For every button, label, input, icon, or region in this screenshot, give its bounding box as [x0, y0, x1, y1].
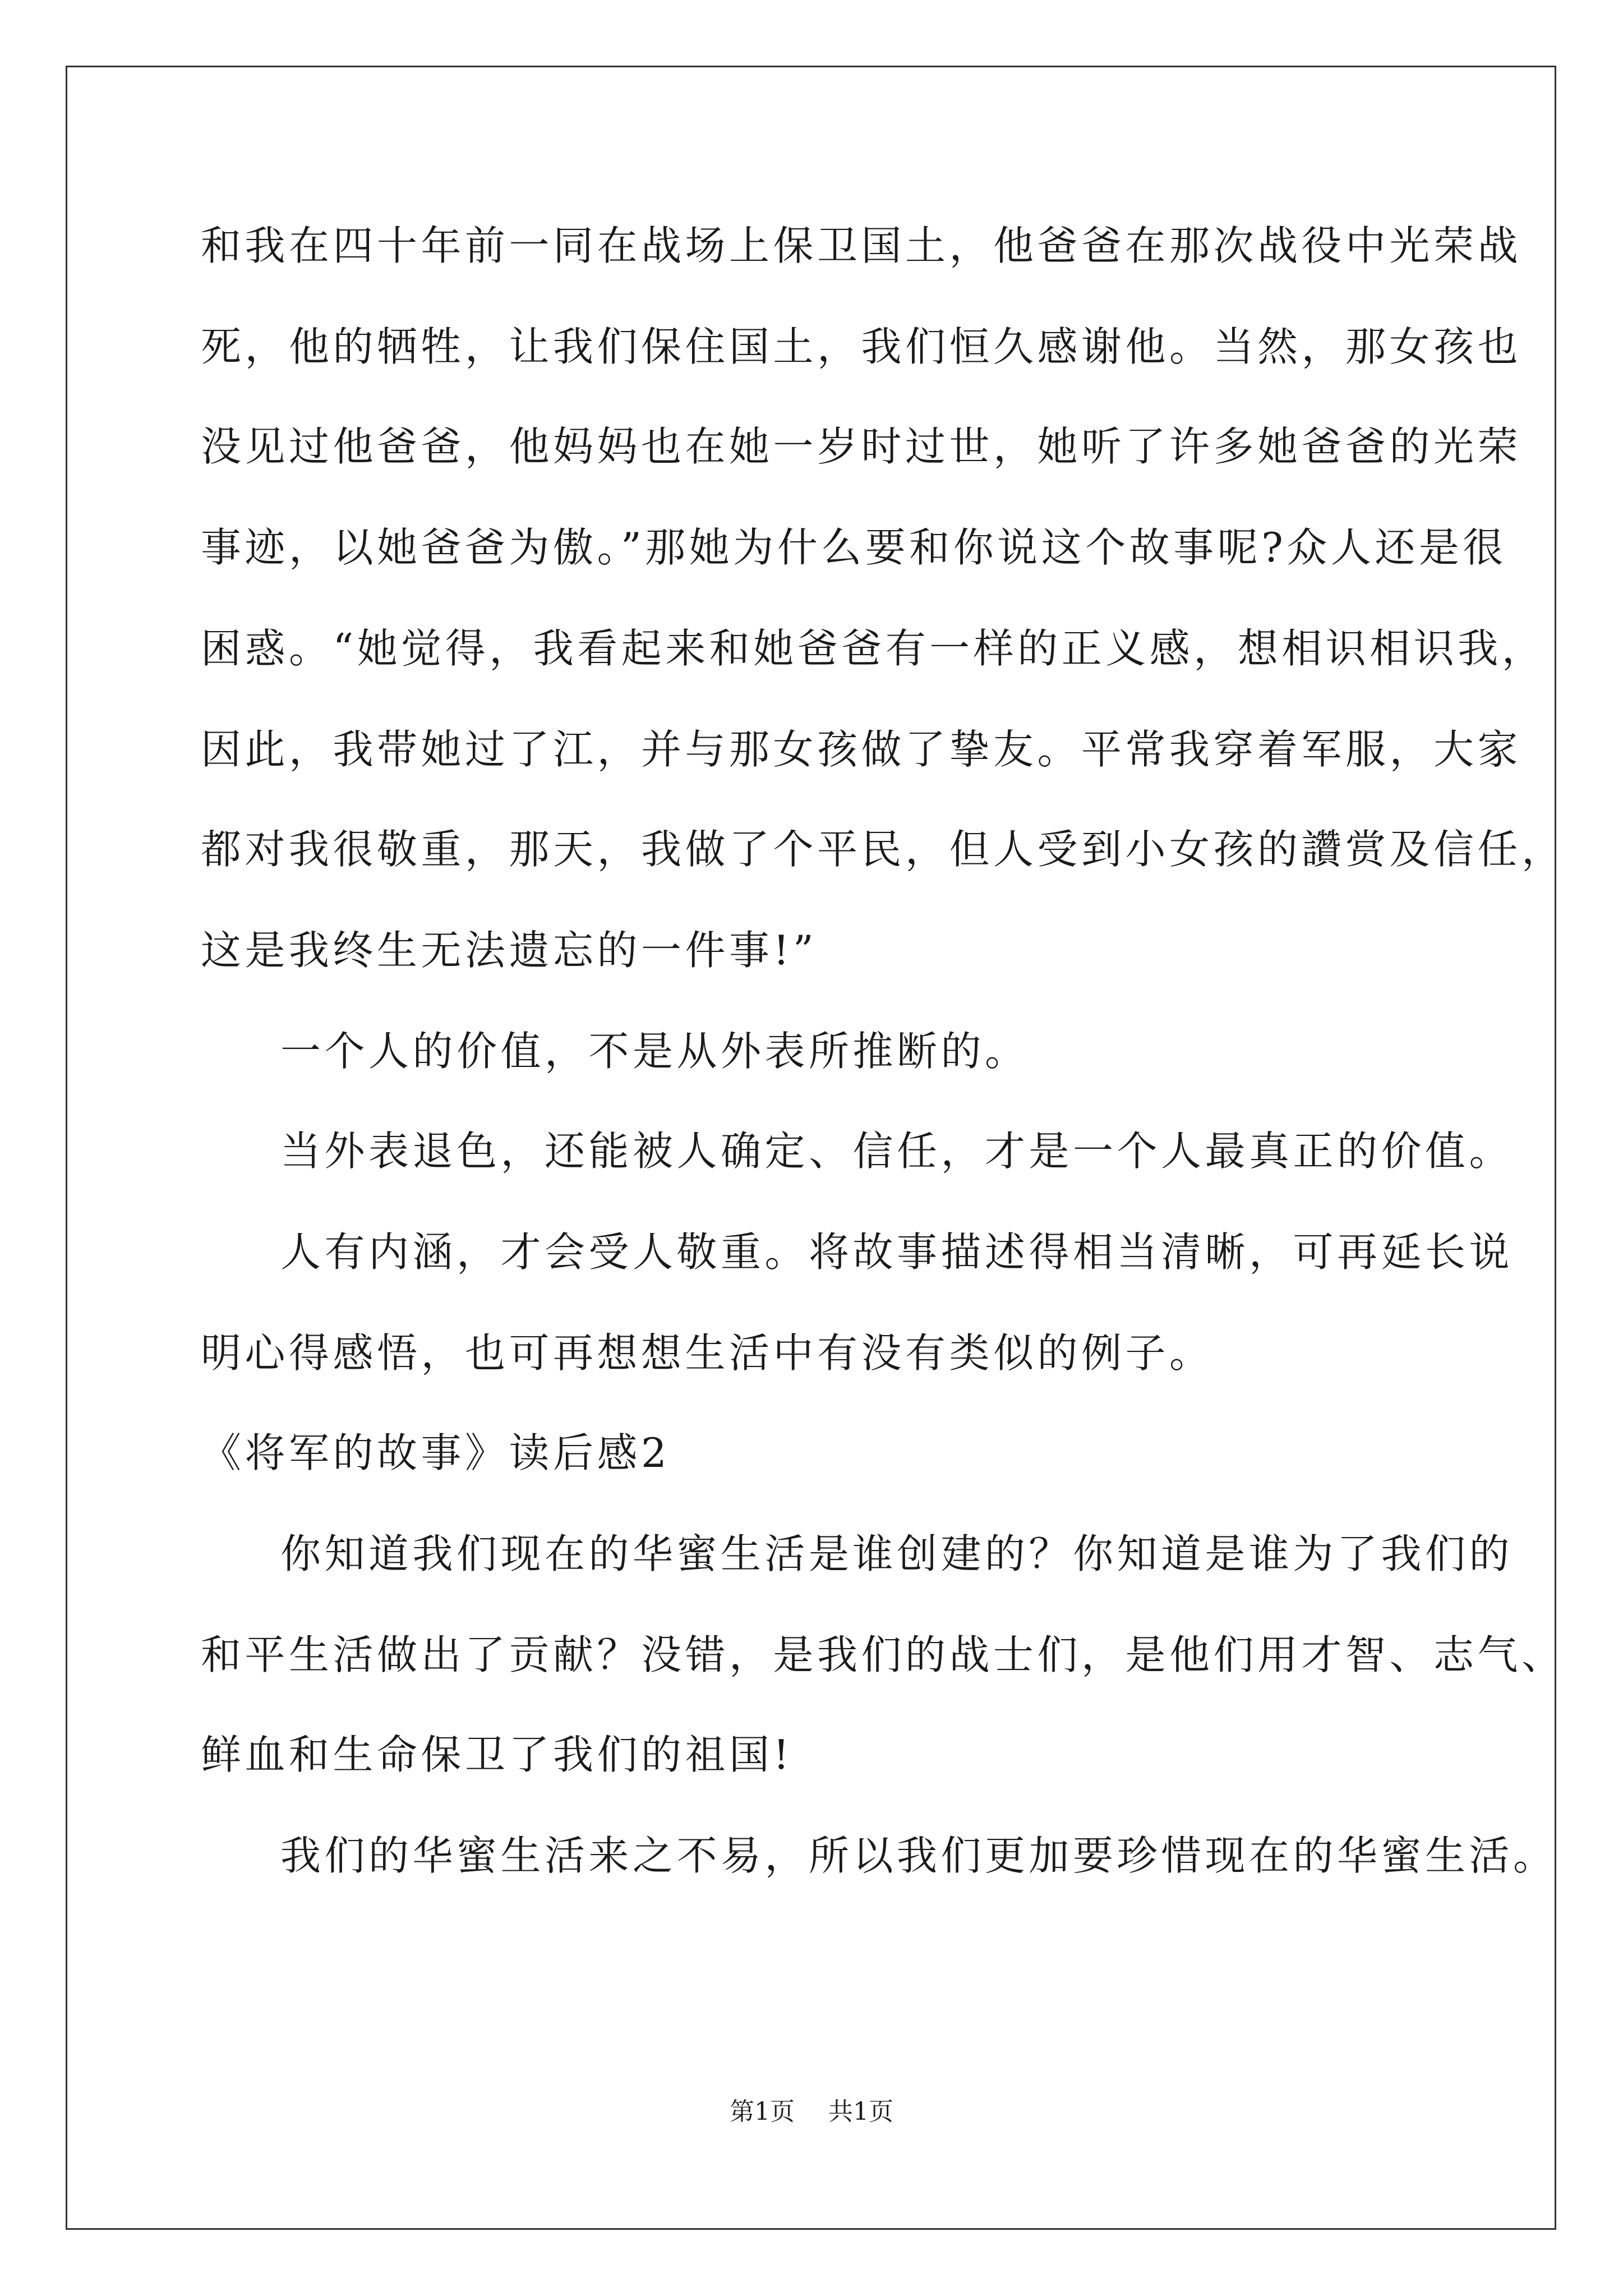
text-line: 都对我很敬重，那天，我做了个平民，但人受到小女孩的讚赏及信任，: [201, 826, 1566, 873]
paragraph-line: 一个人的价值，不是从外表所推断的。: [280, 1028, 1029, 1075]
paragraph-line: 人有内涵，才会受人敬重。将故事描述得相当清晰，可再延长说: [280, 1228, 1514, 1276]
page-number: 第1页: [730, 2097, 795, 2126]
text-line: 鲜血和生命保卫了我们的祖国!: [201, 1731, 793, 1778]
paragraph-line: 我们的华蜜生活来之不易，所以我们更加要珍惜现在的华蜜生活。: [280, 1832, 1557, 1879]
paragraph-line: 你知道我们现在的华蜜生活是谁创建的？你知道是谁为了我们的: [280, 1530, 1514, 1577]
text-line: 事迹，以她爸爸为傲。”那她为什么要和你说这个故事呢?众人还是很: [201, 524, 1507, 571]
text-line: 没见过他爸爸，他妈妈也在她一岁时过世，她听了许多她爸爸的光荣: [201, 423, 1522, 470]
section-heading: 《将军的故事》读后感2: [201, 1429, 671, 1476]
text-line: 这是我终生无法遗忘的一件事!”: [201, 927, 818, 974]
text-line: 因此，我带她过了江，并与那女孩做了挚友。平常我穿着军服，大家: [201, 726, 1522, 773]
text-line: 和我在四十年前一同在战场上保卫国土，他爸爸在那次战役中光荣战: [201, 222, 1522, 269]
text-line: 死，他的牺牲，让我们保住国土，我们恒久感谢他。当然，那女孩也: [201, 323, 1522, 370]
text-line: 明心得感悟，也可再想想生活中有没有类似的例子。: [201, 1329, 1214, 1377]
page-footer: [0, 2095, 1623, 2129]
paragraph-line: 当外表退色，还能被人确定、信任，才是一个人最真正的价值。: [280, 1128, 1514, 1175]
text-line: 和平生活做出了贡献？没错，是我们的战士们，是他们用才智、志气、: [201, 1631, 1566, 1678]
text-line: 困惑。“她觉得，我看起来和她爸爸有一样的正义感，想相识相识我，: [201, 625, 1546, 672]
page-total: 共1页: [828, 2097, 893, 2126]
